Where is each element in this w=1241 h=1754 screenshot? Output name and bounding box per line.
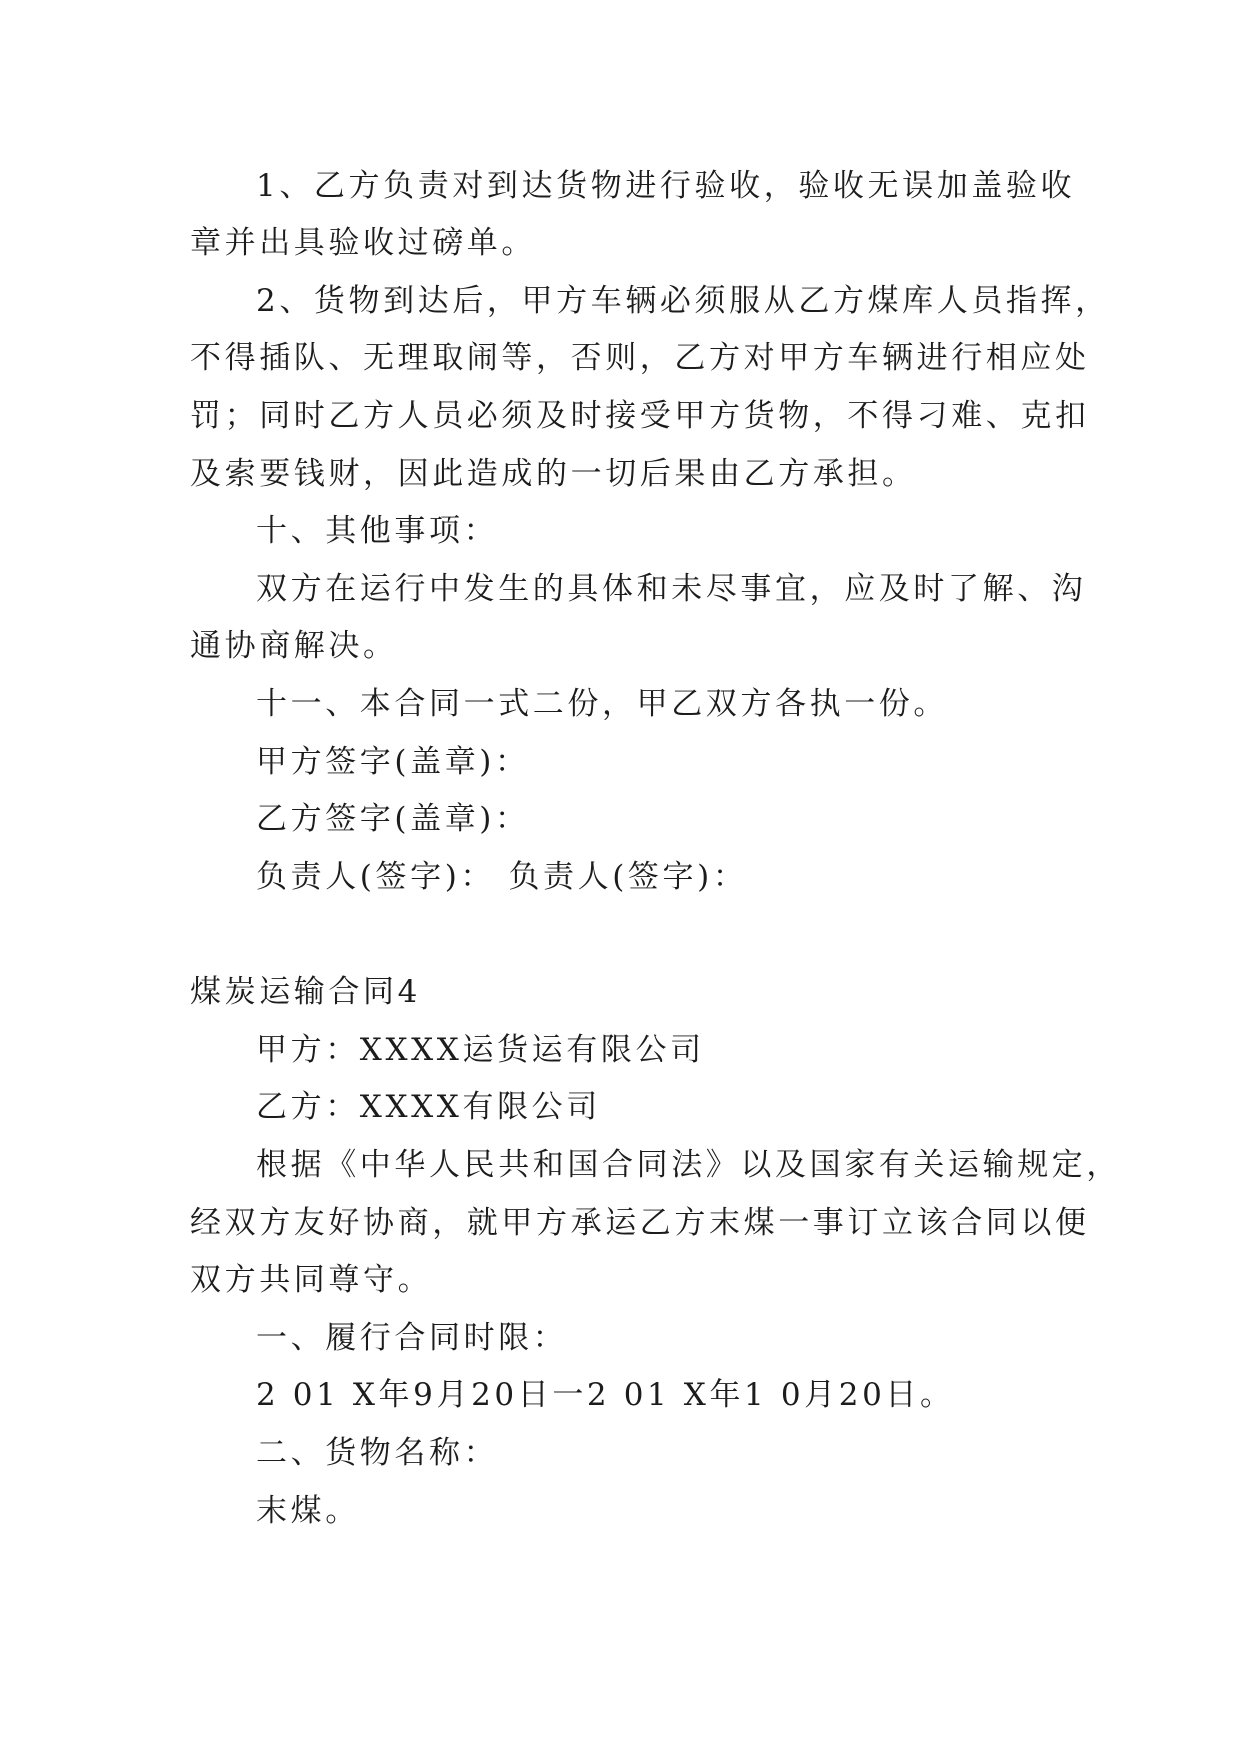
party-a-line: 甲方：XXXX运货运有限公司 bbox=[256, 1032, 705, 1068]
section-heading: 二、货物名称： bbox=[256, 1435, 499, 1471]
paragraph-line: 根据《中华人民共和国合同法》以及国家有关运输规定， bbox=[256, 1147, 1121, 1183]
section-heading: 一、履行合同时限： bbox=[256, 1320, 568, 1356]
paragraph-line: 通协商解决。 bbox=[190, 628, 398, 664]
party-b-line: 乙方：XXXX有限公司 bbox=[256, 1089, 601, 1125]
signature-line-party-a: 甲方签字(盖章)： bbox=[256, 744, 530, 780]
paragraph-line: 双方在运行中发生的具体和未尽事宜，应及时了解、沟 bbox=[256, 571, 1087, 607]
paragraph-line: 罚；同时乙方人员必须及时接受甲方货物，不得刁难、克扣 bbox=[190, 398, 1090, 434]
paragraph-line: 及索要钱财，因此造成的一切后果由乙方承担。 bbox=[190, 456, 917, 492]
signature-line-party-b: 乙方签字(盖章)： bbox=[256, 801, 530, 837]
document-title: 煤炭运输合同4 bbox=[190, 974, 421, 1010]
paragraph-line: 1、乙方负责对到达货物进行验收，验收无误加盖验收 bbox=[256, 168, 1076, 204]
paragraph-line: 十一、本合同一式二份，甲乙双方各执一份。 bbox=[256, 686, 948, 722]
paragraph-line: 2、货物到达后，甲方车辆必须服从乙方煤库人员指挥， bbox=[256, 283, 1110, 319]
signature-line-responsible: 负责人(签字)： 负责人(签字)： bbox=[256, 859, 748, 895]
paragraph-line: 章并出具验收过磅单。 bbox=[190, 225, 536, 261]
paragraph-line: 经双方友好协商，就甲方承运乙方末煤一事订立该合同以便 bbox=[190, 1205, 1090, 1241]
paragraph-line: 末煤。 bbox=[256, 1493, 360, 1529]
paragraph-line: 不得插队、无理取闹等，否则，乙方对甲方车辆进行相应处 bbox=[190, 340, 1090, 376]
section-heading: 十、其他事项： bbox=[256, 513, 499, 549]
paragraph-line: 双方共同尊守。 bbox=[190, 1262, 433, 1298]
paragraph-line: 2 01 X年9月20日一2 01 X年1 0月20日。 bbox=[256, 1377, 955, 1413]
